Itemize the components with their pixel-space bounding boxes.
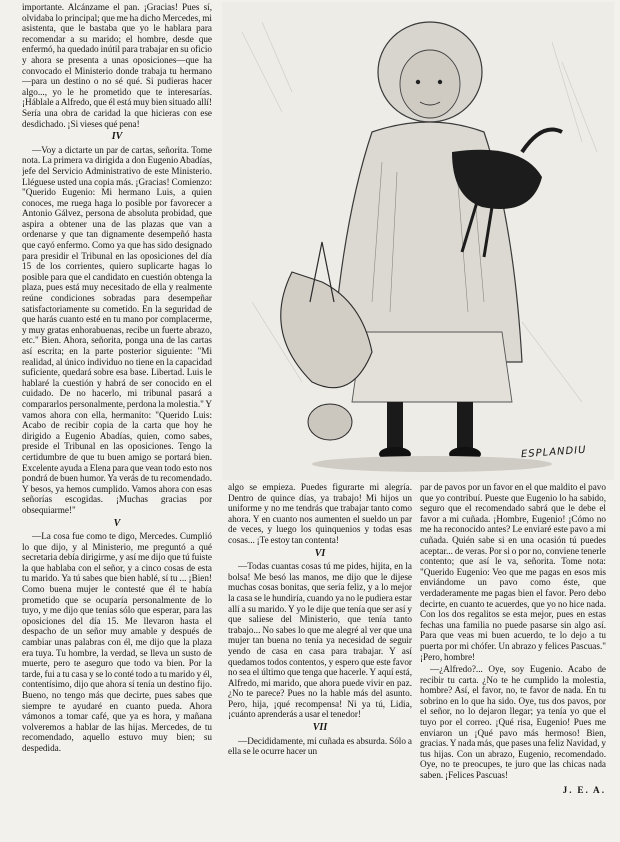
- column-left: [22, 2, 212, 832]
- artist-signature: ESPLANDIU: [520, 444, 587, 461]
- col2-paragraph-3: —Decididamente, mi cuñada es absurda. Sólo a ella se le ocurre hacer un: [228, 735, 412, 757]
- col2-paragraph-2: —Todas cuantas cosas tú me pides, hijita, en la bolsa! Me besó las manos, me dijo que le dijese muchas cosas bonitas, que sería feliz, y a lo mejor la casa se le hundiría, cuando ya no le pudiera estar allí a su marido. Y yo le dije que tenía que ser así y que saliese del Ministerio, que tenía tanto trabajo... No sabes lo que me alegré al ver que una mujer tan buena no tenía ya necesidad de seguir yendo de casa en casa para trabajar. Y así quedamos todos contentos, y espero que este favor no sea el último que tenga que hacerle. Y aquí está, Alfredo, mi marido, que ahora puede vivir en paz. ¿No te parece? Pues no la hable más del asunto. Pero, hija, ¡qué recompensa! Ni ya tú, Lidia, ¡cuánto aprenderás a usar el tenedor!: [228, 561, 412, 720]
- section-heading-vii: VII: [312, 722, 328, 734]
- section-heading-v: V: [113, 517, 121, 529]
- author-signature: J. E. A.: [562, 784, 606, 795]
- column-middle: [228, 482, 412, 837]
- section-heading-iv: IV: [111, 131, 123, 143]
- illustration-woman-with-turkeys: [222, 2, 614, 480]
- col3-paragraph-1: par de pavos por un favor en el que maldito el pavo que yo contribuí. Pueste que Eugenio lo ha sabido, seguro que el recomendado sabrá que le debe el favor a mi cuñada. ¡Hombre, Eugenio! ¡Cómo no me ha reconocido antes? Le enviaré este pavo a mi cuñada. Quién sabe si en una ocasión tú puedes aceptar... de veras. Por si o por no, conviene tenerle contento; que así le va, señorita. Tome nota: "Querido Eugenio: Veo que me pagas en esos mis enviándome un pavo como éste, que verdaderamente me pagas bien el favor. Pero debo decirte, en cuanto te acuerdes, que yo no hice nada. Con los dos regalitos se esta mejor, pues en estas fechas una familia no puede pasarse sin algo así. Para que veas mi buen acuerdo, te lo dejo a tu puerta por mi chófer. Un abrazo y felices Pascuas." ¡Pero, hombre!: [420, 482, 606, 662]
- column-right: [420, 482, 606, 837]
- col1-paragraph-3: —La cosa fue como te digo, Mercedes. Cumplió lo que dijo, y al Ministerio, me preguntó a qué secretaria debía dirigirme, y así me dijo que tú fuiste la que hablaba con el señor, y a cinco cosas de esta tu marido. Ya tú sabes que bien hablé, sí tu ... ¡Bien! Como buena mujer le contesté que él te había prometido que se ocuparía personalmente de lo tuyo, y me dijo que tenías sólo que esperar, para las oposiciones del día 15. Me llevaron hasta el despacho de un señor muy amable y después de cambiar unas palabras con él, me dijo que la plaza era tuya. Tu hombre, la verdad, se lleva un susto de muerte, pero te aseguro que todo va bien. Por la tarde, fui a tu casa y se lo conté todo a tu marido y él, contentísimo, dijo que ahora sí tenía un destino fijo. Bueno, no tengo más que decirte, pues sabes que siempre te ayudaré en cuanto pueda. Ahora vámonos a tomar café, que ya es hora, y mañana volveremos a hablar de las hijas. Mercedes, de tu recomendado, aquello estuvo muy bien; su despedida.: [22, 531, 212, 753]
- section-heading-vi: VI: [314, 547, 326, 559]
- col1-paragraph-2: —Voy a dictarte un par de cartas, señorita. Tome nota. La primera va dirigida a don Eugenio Abadías, jefe del Servicio Administrativo de este Ministerio. Lléguese usted una copia más. ¡Gracias! Comienzo: "Querido Eugenio: Mi hermano Luis, a quien conoces, me ruega haga lo posible por favorecer a Antonio Gálvez, persona de absoluta probidad, que aspira a obtener una de las plazas que van a ordenarse y que tan dignamente desempeñó hasta que cayó enfermo. Como ya que has sido designado para presidir el Tribunal en las oposiciones del día 15 de los corrientes, quiero suplicarte hagas lo posible para que el candidato en cuestión obtenga la plaza, pues está muy necesitado de ella y realmente reúne condiciones sobradas para desempeñar satisfactoriamente su cometido. En la seguridad de que harás cuanto esté en tu mano por complacerme, y muy gratas enhorabuenas, recibe un fuerte abrazo, etc." Bien. Ahora, señorita, ponga una de las cartas así escrita; en la parte posterior siguiente: "Mi realidad, al único individuo no tiene en la capacidad suficiente, quedará sobre esa base. Libertad. Luis le hablaré la cuestión y habrá de ser conocido en el cuidado. De no hacerlo, mi tribunal pasará a compararlos personalmente, perdona la molestia." Y vamos ahora con ella, hermanito: "Querido Luis: Acabo de recibir copia de la carta que hoy he dirigido a Eugenio Abadías, quien, como sabes, preside el Tribunal en las oposiciones. Tengo la certidumbre de que tu buen amigo se portará bien. Excelente ayuda a Elena para que vean todo esto nos pondrá de buen humor. Ya verás de tu recomendado. Y besos, ya hemos cumplido. Vamos ahora con esas señorías escogidas. ¡Muchas gracias por obsequiarme!": [22, 144, 212, 515]
- col3-paragraph-2: —¿Alfredo?... Oye, soy Eugenio. Acabo de recibir tu carta. ¿No te he cumplido la molestia, hombre? Así, el favor, no, te favor de nada. En tu sobrino en lo que ha sido. Oye, tus dos pavos, por el señor, no lo dejaron llegar; ya tenía yo que el tuyo por el correo. ¡Qué risa, Eugenio! Pues me enviaron un ¡Qué pavo más hermoso! Bien, gracias. Y nada más, que pases una feliz Navidad, y tus hijas. Con un abrazo, Eugenio, recomendado. Oye, no te preocupes, te juro que las chicas nada saben. ¡Felices Pascuas!: [420, 664, 606, 781]
- col2-paragraph-1: algo se empieza. Puedes figurarte mi alegría. Dentro de quince días, ya trabajo! Mi hijos un uniforme y no me tendrás que trabajar tanto como ahora. Y en cuanto nos aumenten el sueldo un par de veces, y luego los quinquenios y todas esas cosas... ¡Te estoy tan contenta!: [228, 482, 412, 545]
- col1-paragraph-1: importante. Alcánzame el pan. ¡Gracias! Pues sí, olvidaba lo principal; que me ha dicho Mercedes, mi asistenta, que le bastaba que yo le hablara para recomendar a su marido; el hombre, desde que enfermó, ha quedado inútil para trabajar en su oficio y ahora se presenta a unas oposiciones—que ha convocado el Ministerio donde trabaja tu hermano—para un destino o no sé qué. Si pudieras hacer algo..., yo le he prometido que te interesarías. ¡Háblale a Alfredo, que él está muy bien situado allí! Sería una obra de caridad la que hicieras con ese desdichado. ¡Si vieses qué pena!: [22, 2, 212, 129]
